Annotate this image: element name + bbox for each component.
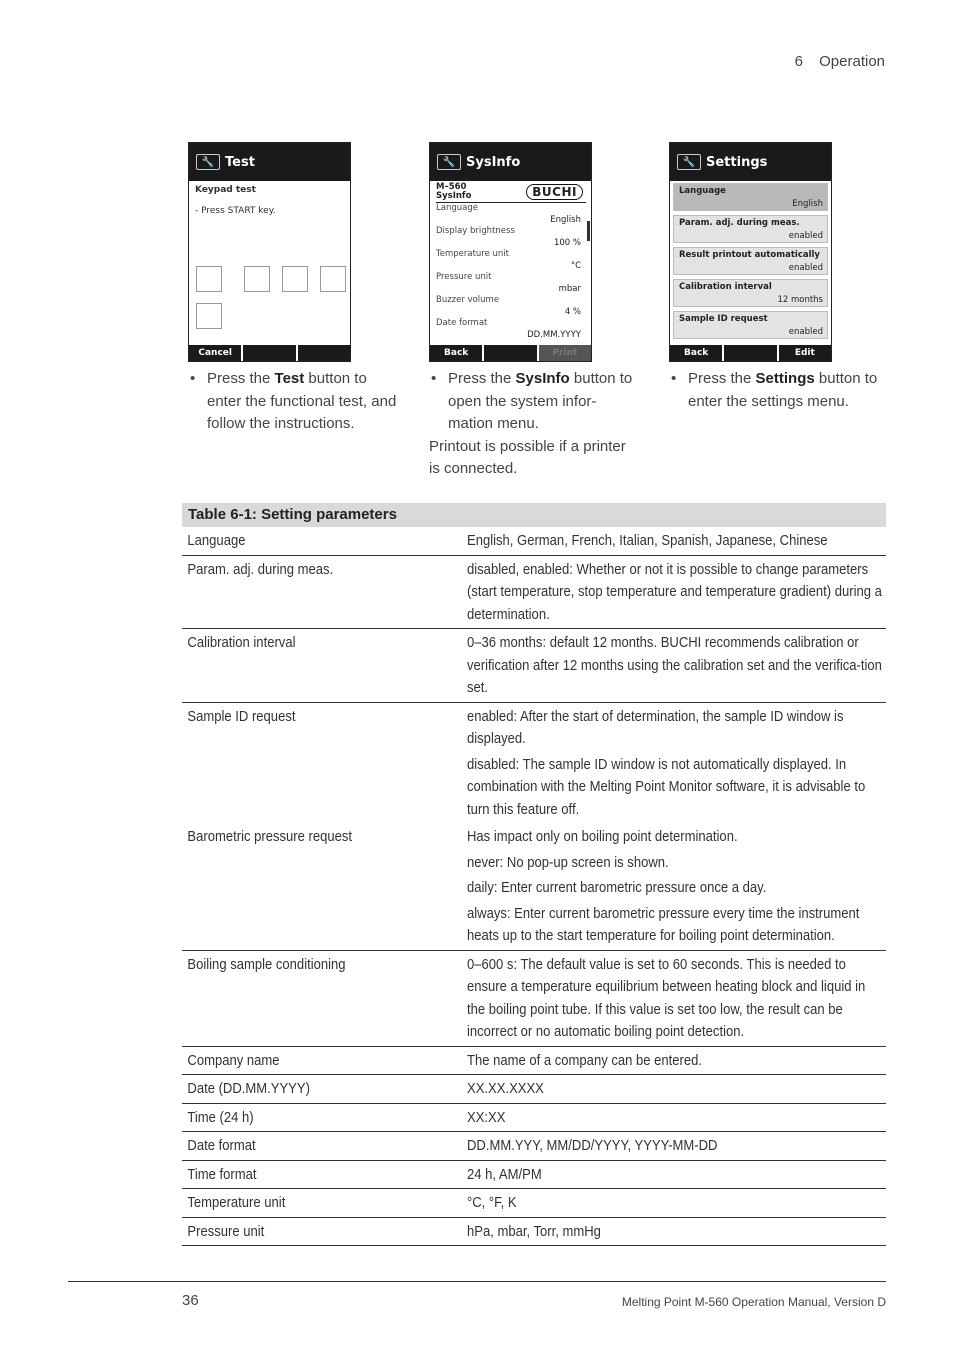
- item-label: Language: [679, 186, 726, 196]
- description-paragraph: never: No pop-up screen is shown.: [467, 854, 669, 871]
- description-paragraph: disabled: The sample ID window is not automatically displayed. In combination with the Melting Point Monitor software, it is advisable to turn this feature off.: [467, 756, 866, 818]
- table-row: [182, 1218, 886, 1247]
- table-row: [182, 1075, 886, 1104]
- softkey-back[interactable]: Back: [430, 345, 484, 361]
- table-row: [182, 1132, 886, 1161]
- description-paragraph: 24 h, AM/PM: [467, 1166, 542, 1183]
- param-description: [467, 706, 886, 822]
- param-name: Boiling sample conditioning: [187, 956, 346, 973]
- softkey-back[interactable]: Back: [670, 345, 724, 361]
- param-name: Date (DD.MM.YYYY): [187, 1081, 310, 1097]
- screen-titlebar: [189, 143, 350, 181]
- param-description: [467, 530, 886, 553]
- sysinfo-row: [436, 272, 585, 295]
- param-description: [467, 1107, 886, 1130]
- wrench-icon: 🔧: [677, 154, 701, 170]
- caption-text: button to enter the settings menu.: [688, 370, 878, 410]
- softkey-2[interactable]: [724, 345, 778, 361]
- param-name: Sample ID request: [187, 708, 296, 725]
- table-row: [182, 823, 886, 951]
- caption-text: Press the: [448, 370, 516, 387]
- param-name: Calibration interval: [187, 635, 296, 651]
- table-row: [182, 1104, 886, 1133]
- caption-bold: SysInfo: [515, 370, 570, 387]
- key-indicator: [320, 266, 346, 292]
- softkey-2[interactable]: [484, 345, 538, 361]
- param-description: [467, 1164, 886, 1187]
- description-paragraph: disabled, enabled: Whether or not it is possible to change parameters (start temperature, stop temperature and temperature gradient) during a determination.: [467, 561, 882, 623]
- caption-note: Printout is possible if a printer is connected.: [429, 437, 626, 477]
- description-paragraph: °C, °F, K: [467, 1195, 517, 1211]
- param-description: [467, 826, 886, 948]
- key-indicator: [196, 266, 222, 292]
- footer-divider: [68, 1281, 886, 1282]
- param-name: Date format: [187, 1138, 256, 1154]
- table-row: [182, 1161, 886, 1190]
- row-value: 100 %: [553, 237, 581, 248]
- description-paragraph: XX.XX.XXXX: [467, 1081, 544, 1097]
- softkey-2[interactable]: [243, 345, 297, 361]
- param-name: Barometric pressure request: [187, 829, 353, 845]
- screen-title: Settings: [706, 154, 768, 170]
- table-row: [182, 1047, 886, 1076]
- description-paragraph: hPa, mbar, Torr, mmHg: [467, 1223, 601, 1240]
- param-description: [467, 1050, 886, 1073]
- table-row: [182, 1189, 886, 1218]
- screen-titlebar: [670, 143, 831, 181]
- settings-screen: [669, 142, 832, 362]
- param-description: [467, 1192, 886, 1215]
- item-label: Param. adj. during meas.: [679, 218, 800, 228]
- settings-item-param-adj[interactable]: [673, 215, 828, 243]
- row-value: DD.MM.YYYY: [527, 329, 581, 340]
- screen-title: Test: [225, 154, 255, 170]
- item-value: English: [792, 199, 823, 209]
- param-name: Temperature unit: [187, 1195, 286, 1211]
- keypad-instruction: - Press START key.: [195, 206, 276, 216]
- item-value: enabled: [788, 327, 823, 337]
- sysinfo-row: [436, 318, 585, 341]
- caption-text: button to open the system infor-mation menu.: [448, 370, 633, 432]
- bullet-icon: •: [190, 370, 196, 387]
- key-indicator: [196, 303, 222, 329]
- param-name: Language: [187, 533, 246, 549]
- description-paragraph: 0–36 months: default 12 months. BUCHI recommends calibration or verification after 12 months using the calibration set and the verifica-tion set.: [467, 635, 882, 696]
- table-caption: Table 6-1: Setting parameters: [182, 503, 886, 527]
- test-screen: [188, 142, 351, 362]
- scrollbar[interactable]: [587, 221, 590, 241]
- softkey-edit[interactable]: Edit: [794, 348, 815, 358]
- row-value: mbar: [558, 283, 581, 294]
- row-label: Date format: [436, 318, 488, 328]
- key-indicator: [282, 266, 308, 292]
- param-description: [467, 1078, 886, 1101]
- caption-sysinfo: [429, 368, 639, 481]
- model-subtitle: SysInfo: [436, 191, 472, 201]
- settings-item-sample-id[interactable]: [673, 311, 828, 339]
- param-name: Time format: [187, 1166, 257, 1183]
- bullet-icon: •: [671, 370, 677, 387]
- table-row: [182, 527, 886, 556]
- param-description: [467, 559, 886, 627]
- caption-bold: Test: [274, 370, 305, 387]
- description-paragraph: 0–600 s: The default value is set to 60 seconds. This is needed to ensure a temperature equilibrium between heating block and liquid in the boiling point tube. If this value is set too low, the result can be incorrect or no automatic boiling point detection.: [467, 956, 866, 1040]
- row-label: Language: [436, 203, 478, 213]
- running-header: [795, 53, 885, 70]
- param-description: [467, 632, 886, 700]
- item-label: Sample ID request: [679, 314, 768, 324]
- sysinfo-row: [436, 226, 585, 249]
- caption-text: Press the: [688, 370, 756, 387]
- caption-bold: Settings: [755, 370, 815, 387]
- table-row: [182, 951, 886, 1047]
- param-name: Time (24 h): [187, 1109, 254, 1126]
- row-label: Pressure unit: [436, 272, 492, 282]
- bullet-icon: •: [431, 370, 437, 387]
- row-value: 4 %: [564, 306, 581, 317]
- row-value: English: [550, 214, 581, 225]
- description-paragraph: always: Enter current barometric pressure every time the instrument heats up to the start temperature for boiling point determination.: [467, 905, 860, 944]
- softkey-print[interactable]: Print: [539, 345, 591, 361]
- screen-titlebar: [430, 143, 591, 181]
- caption-text: button to enter the functional test, and follow the instructions.: [207, 370, 397, 432]
- item-label: Calibration interval: [679, 282, 772, 292]
- softkey-3[interactable]: [298, 345, 350, 361]
- sysinfo-row: [436, 203, 585, 226]
- table-row: [182, 703, 886, 824]
- screen-title: SysInfo: [466, 154, 521, 170]
- page-number: 36: [182, 1292, 199, 1309]
- param-name: Pressure unit: [187, 1223, 265, 1240]
- chapter-number: 6: [794, 53, 803, 70]
- wrench-icon: 🔧: [437, 154, 461, 170]
- caption-settings: [669, 368, 879, 413]
- item-value: enabled: [788, 231, 823, 241]
- row-value: °C: [570, 260, 581, 271]
- settings-item-calibration[interactable]: [673, 279, 828, 307]
- sysinfo-row: [436, 249, 585, 272]
- wrench-icon: 🔧: [196, 154, 220, 170]
- param-description: [467, 954, 886, 1044]
- settings-item-result-printout[interactable]: [673, 247, 828, 275]
- settings-table: [182, 503, 886, 1246]
- param-description: [467, 1221, 886, 1244]
- model-name: M–560: [436, 182, 467, 192]
- chapter-title: Operation: [819, 53, 885, 70]
- description-paragraph: XX:XX: [467, 1109, 506, 1126]
- row-label: Temperature unit: [436, 249, 510, 259]
- sysinfo-screen: [429, 142, 592, 362]
- description-paragraph: Has impact only on boiling point determination.: [467, 829, 738, 845]
- row-label: Buzzer volume: [436, 295, 500, 305]
- caption-text: Press the: [207, 370, 275, 387]
- param-name: Param. adj. during meas.: [187, 561, 334, 578]
- description-paragraph: enabled: After the start of determination, the sample ID window is displayed.: [467, 708, 844, 747]
- param-name: Company name: [187, 1052, 280, 1069]
- param-description: [467, 1135, 886, 1158]
- item-value: 12 months: [777, 295, 823, 305]
- settings-item-language[interactable]: [673, 183, 828, 211]
- item-label: Result printout automatically: [679, 250, 820, 260]
- row-label: Display brightness: [436, 226, 515, 236]
- table-row: [182, 556, 886, 630]
- description-paragraph: daily: Enter current barometric pressure once a day.: [467, 880, 767, 896]
- sysinfo-row: [436, 295, 585, 318]
- description-paragraph: The name of a company can be entered.: [467, 1052, 703, 1069]
- buchi-logo: BUCHI: [526, 184, 583, 200]
- description-paragraph: English, German, French, Italian, Spanish, Japanese, Chinese: [467, 533, 828, 549]
- manual-title: Melting Point M-560 Operation Manual, Version D: [621, 1295, 886, 1309]
- description-paragraph: DD.MM.YYY, MM/DD/YYYY, YYYY-MM-DD: [467, 1138, 718, 1154]
- table-row: [182, 629, 886, 703]
- item-value: enabled: [788, 263, 823, 273]
- key-indicator: [244, 266, 270, 292]
- keypad-test-heading: Keypad test: [195, 185, 256, 195]
- softkey-cancel[interactable]: Cancel: [189, 345, 243, 361]
- caption-test: [188, 368, 398, 436]
